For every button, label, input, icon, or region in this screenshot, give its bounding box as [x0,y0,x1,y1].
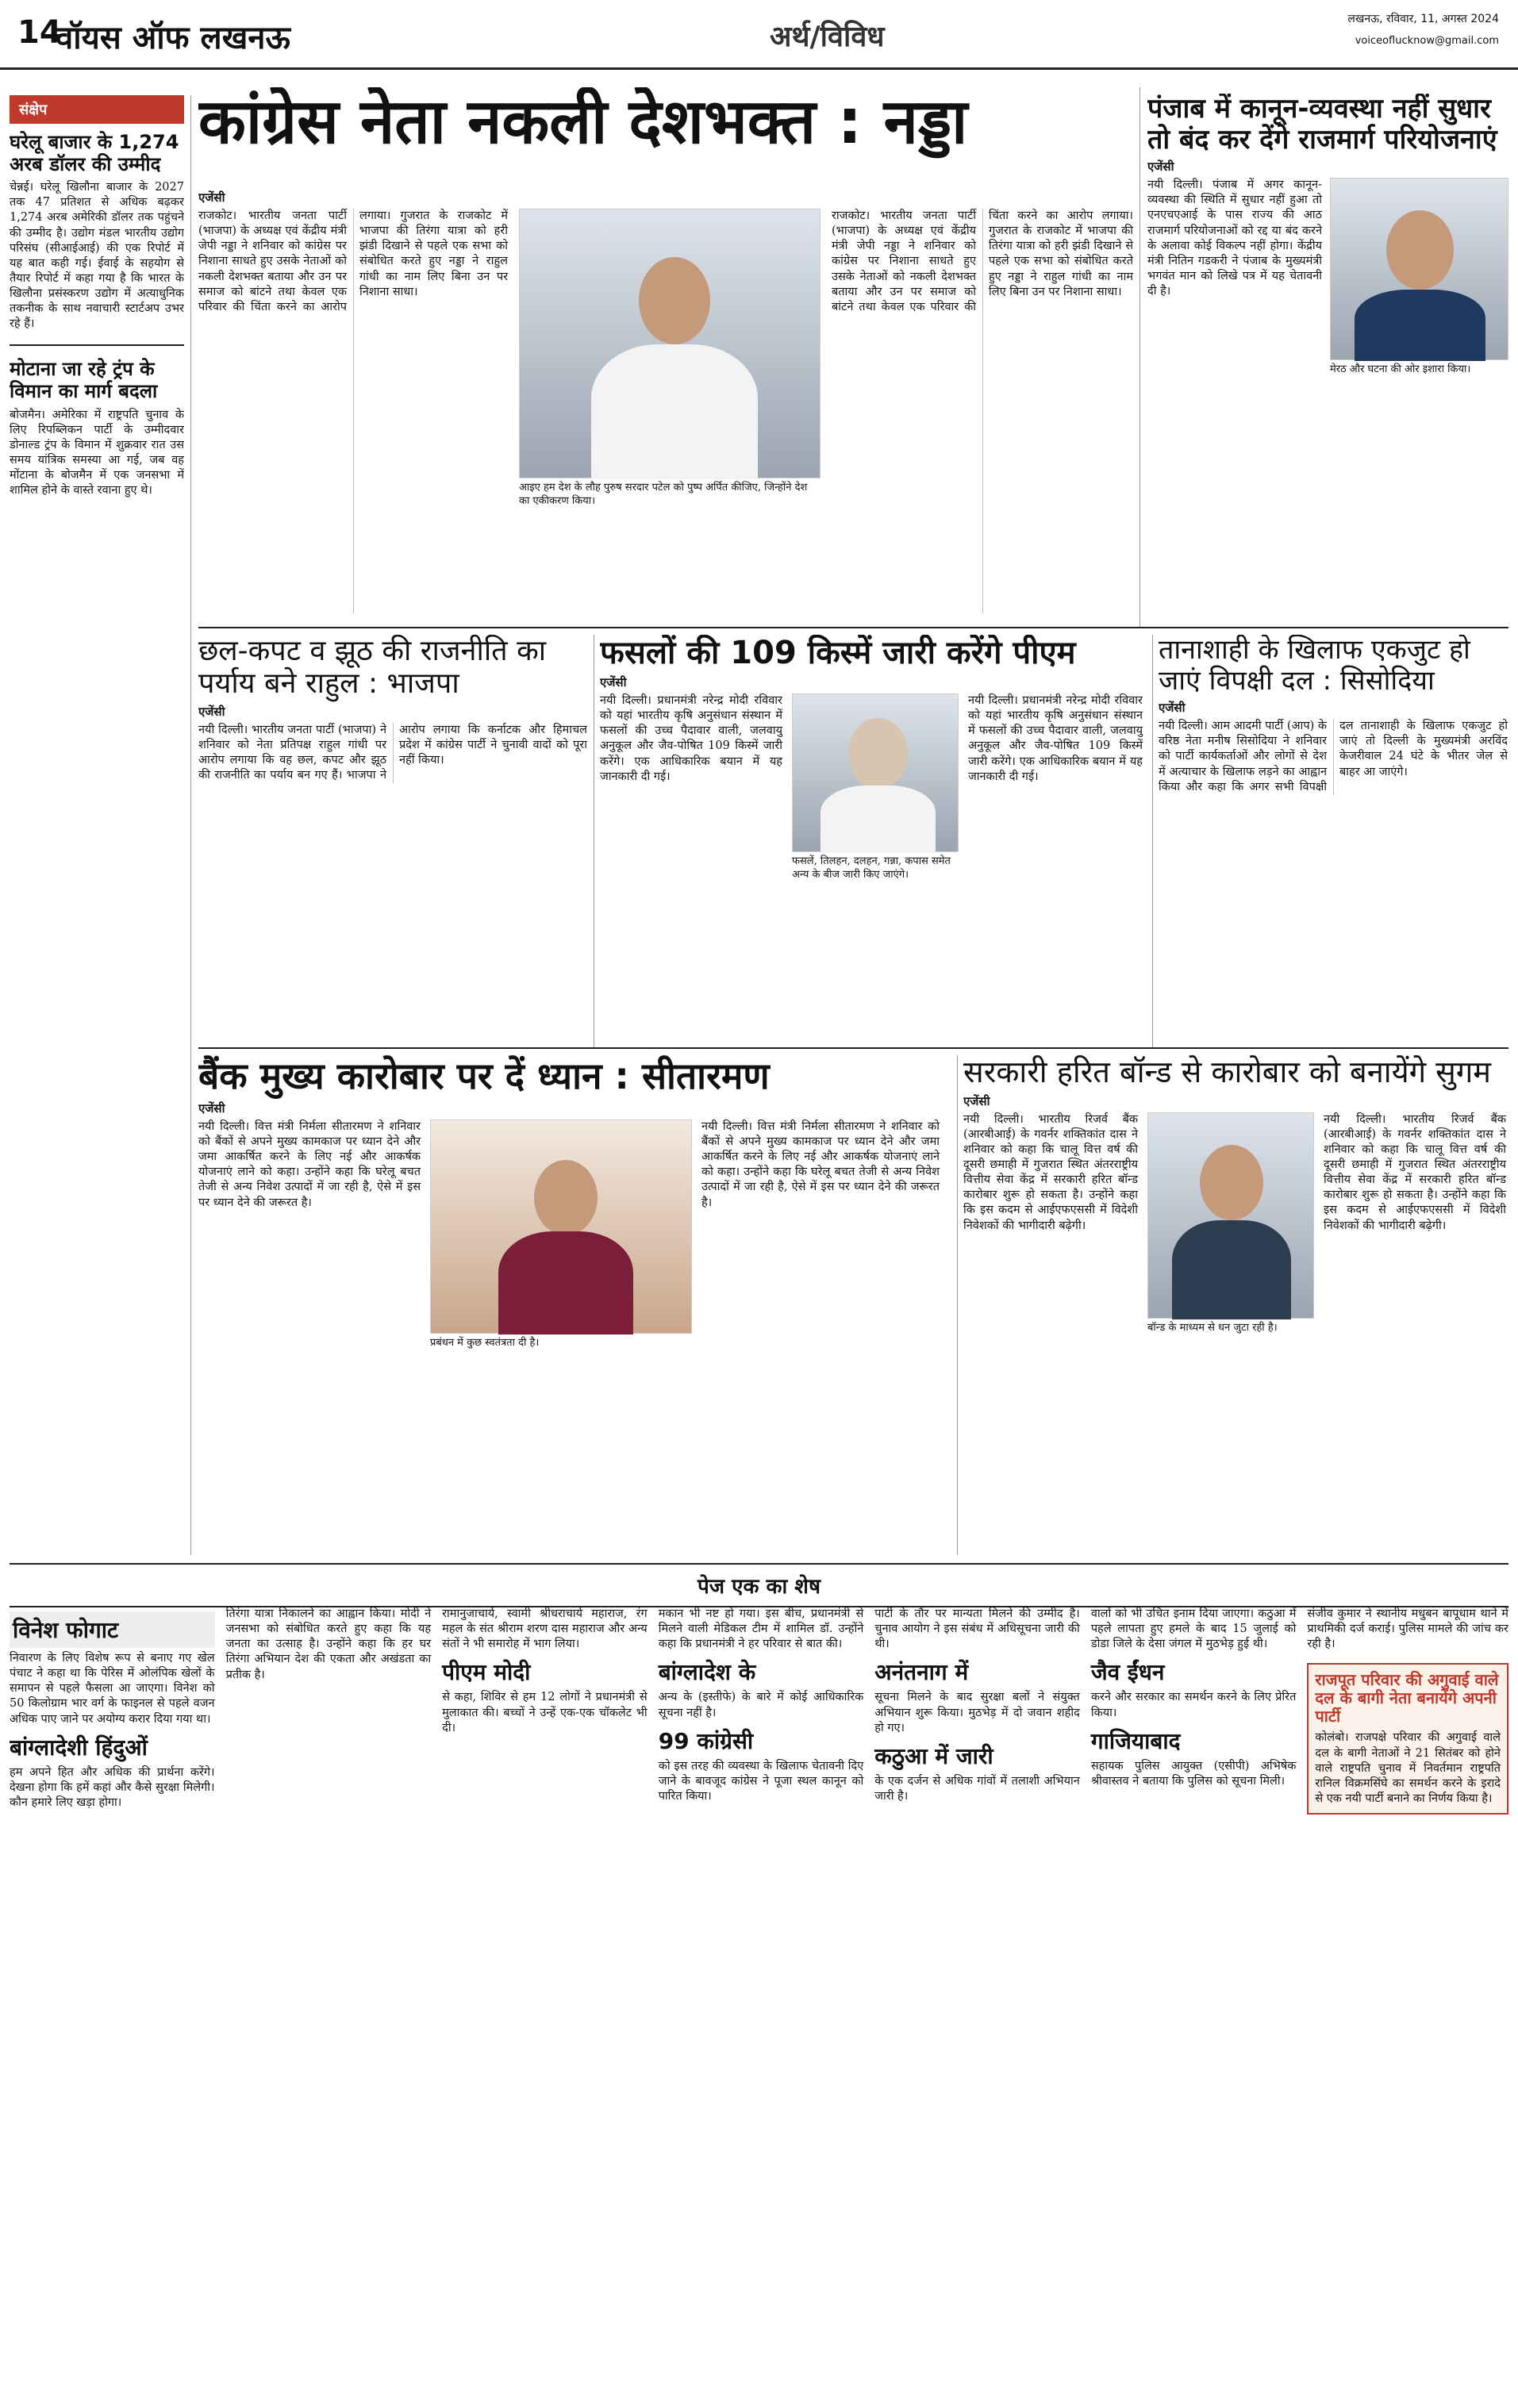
crops-byline: एजेंसी [600,675,627,689]
greenbond-byline: एजेंसी [963,1093,990,1108]
sisodia-byline: एजेंसी [1159,701,1186,716]
brief-bar: संक्षेप [10,95,184,124]
page-number: 14 [17,14,62,51]
vinesh-body: निवारण के लिए विशेष रूप से बनाए गए खेल पंचाट ने कहा था कि पेरिस में ओलंपिक खेलों के समापन से पहले फैसला आ जाएगा। विनेश को 50 किलोग्राम भार वर्ग के फाइनल से पहले वजन अधिक पाए जाने पर अयोग्य करार दिया गया था। [10,1652,215,1726]
anantnag-title: अनंतनाग में [874,1659,969,1686]
masthead [0,0,1518,70]
section-title: अर्थ/विविध [770,21,885,53]
continued-col-3 [442,1607,648,2400]
punjab-caption: मेरठ और घटना की ओर इशारा किया। [1330,363,1471,376]
pm-modi-title: पीएम मोदी [442,1659,531,1686]
sitharaman-article [198,1055,952,1555]
col2-body: तिरंगा यात्रा निकालने का आह्वान किया। मोदी ने जनसभा को संबोधित करते हुए कहा कि यह जनता का उत्साह है। उन्होंने कहा कि हर घर तिरंगा अभियान देश की एकता और अखंडता का प्रतीक है। [225,1607,432,1681]
punjab-article [1147,94,1508,625]
continued-col-6 [1091,1607,1297,2400]
col4-body: मकान भी नष्ट हो गया। इस बीच, प्रधानमंत्री से मिलने वाली मेडिकल टीम में शामिल डॉ. उन्होंने कहा कि प्रधानमंत्री ने हर परिवार से बात की। [658,1607,864,1651]
punjab-body: नयी दिल्ली। पंजाब में अगर कानून-व्यवस्था की स्थिति में सुधार नहीं हुआ तो एनएचएआई के पास राज्य की आठ राजमार्ग परियोजनाओं को रद्द या बंद करने के अलावा कोई विकल्प नहीं होगा। केंद्रीय मंत्री नितिन गडकरी ने पंजाब के मुख्यमंत्री भगवंत मान को लिखे पत्र में यह चेतावनी दी है। [1147,179,1322,298]
ghaziabad-title: गाजियाबाद [1090,1727,1181,1754]
lead-body: राजकोट। भारतीय जनता पार्टी (भाजपा) के अध्यक्ष एवं केंद्रीय मंत्री जेपी नड्डा ने शनिवार को कांग्रेस पर निशाना साधते हुए उसके नेताओं को नकली देशभक्त बताया और उन पर समाज को बांटने तथा केवल एक परिवार की चिंता करने का आरोप लगाया। गुजरात के राजकोट में भाजपा की तिरंगा यात्रा को हरी झंडी दिखाने से पहले एक सभा को संबोधित करते हुए नड्डा ने राहुल गांधी का नाम लिए बिना उन पर निशाना साधा। [198,209,508,313]
kathua-body: के एक दर्जन से अधिक गांवों में तलाशी अभियान जारी है। [874,1774,1080,1803]
bangladesh-hindu-title: बांग्लादेशी हिंदुओं [10,1734,148,1761]
rahul-article [198,635,587,1047]
pm-modi-body: से कहा, शिविर से हम 12 लोगों ने प्रधानमंत्री से मुलाकात की। बच्चों ने उन्हें एक-एक चॉकलेट भी दी। [442,1691,648,1734]
crops-article [600,635,1147,1047]
punjab-byline: एजेंसी [1147,159,1174,175]
greenbond-body: नयी दिल्ली। भारतीय रिजर्व बैंक (आरबीआई) के गवर्नर शक्तिकांत दास ने शनिवार को कहा कि चालू वित्त वर्ष की दूसरी छमाही में गुजरात स्थित अंतरराष्ट्रीय वित्तीय सेवा केंद्र में सरकारी हरित बॉन्ड कारोबार शुरू हो सकता है। उन्होंने कहा कि इस कदम से आईएफएससी में विदेशी निवेशकों की भागीदारी बढ़ेगी। [963,1112,1138,1232]
brief-column [10,95,184,1555]
trump-headline: मोटाना जा रहे ट्रंप के विमान का मार्ग बदला [10,358,158,403]
sisodia-headline: तानाशाही के खिलाफ एकजुट हो जाएं विपक्षी दल : सिसोदिया [1159,635,1470,697]
biofuel-body: करने और सरकार का समर्थन करने के लिए प्रेरित किया। [1090,1691,1297,1719]
kathua-title: कठुआ में जारी [874,1742,993,1769]
continued-col-4 [659,1607,864,2400]
continued-col-7 [1307,1607,1508,2400]
brief-body: चेन्नई। घरेलू खिलौना बाजार के 2027 तक 47 प्रतिशत से अधिक बढ़कर 1,274 अरब अमेरिकी डॉलर तक पहुंचने की उम्मीद है। उद्योग मंडल भारतीय उद्योग परिसंघ (सीआईआई) की एक रिपोर्ट में यह बात कही गई। ईवाई के सहयोग से तैयार रिपोर्ट में कहा गया है कि भारत के खिलौना प्रसंस्करण उद्योग में अत्याधुनिक तकनीक के साथ नवाचारी स्टार्टअप उभर रहे हैं। [10,181,184,331]
sitharaman-byline: एजेंसी [198,1100,225,1116]
continued-col-1 [10,1607,215,2400]
biofuel-title: जैव ईंधन [1090,1659,1165,1686]
rahul-byline: एजेंसी [198,704,225,719]
sitharaman-caption: प्रबंधन में कुछ स्वतंत्रता दी है। [430,1336,540,1349]
gadkari-photo [1330,178,1508,360]
greenbond-headline: सरकारी हरित बॉन्ड से कारोबार को बनायेंगे सुगम [963,1055,1491,1089]
lead-byline: एजेंसी [198,190,225,205]
sisodia-article [1159,635,1508,1047]
rahul-body: नयी दिल्ली। भारतीय जनता पार्टी (भाजपा) ने शनिवार को नेता प्रतिपक्ष राहुल गांधी पर आरोप लगाया कि वह छल, कपट और झूठ की राजनीति का पर्याय बन गए हैं। भाजपा ने आरोप लगाया कि कर्नाटक और हिमाचल प्रदेश में कांग्रेस पार्टी ने चुनावी वादों को पूरा नहीं किया। [198,723,587,782]
date-line: लखनऊ, रविवार, 11, अगस्त 2024 [1347,13,1499,25]
lead-caption: आइए हम देश के लौह पुरुष सरदार पटेल को पुष्प अर्पित कीजिए, जिन्होंने देश का एकीकरण किया। [519,482,808,507]
email-address: voiceoflucknow@gmail.com [1355,35,1499,47]
crops-body: नयी दिल्ली। प्रधानमंत्री नरेन्द्र मोदी रविवार को यहां भारतीय कृषि अनुसंधान संस्थान में फसलों की उच्च पैदावार वाली, जलवायु अनुकूल और जैव-पोषित 109 किस्में जारी करेंगे। एक आधिकारिक बयान में यह जानकारी दी गई। [600,694,782,783]
greenbond-body-cont: नयी दिल्ली। भारतीय रिजर्व बैंक (आरबीआई) के गवर्नर शक्तिकांत दास ने शनिवार को कहा कि चालू वित्त वर्ष की दूसरी छमाही में गुजरात स्थित अंतरराष्ट्रीय वित्तीय सेवा केंद्र में सरकारी हरित बॉन्ड कारोबार शुरू हो सकता है। उन्होंने कहा कि इस कदम से आईएफएससी में विदेशी निवेशकों की भागीदारी बढ़ेगी। [1324,1112,1506,1232]
crops-body-cont: नयी दिल्ली। प्रधानमंत्री नरेन्द्र मोदी रविवार को यहां भारतीय कृषि अनुसंधान संस्थान में फसलों की उच्च पैदावार वाली, जलवायु अनुकूल और जैव-पोषित 109 किस्में जारी करेंगे। एक आधिकारिक बयान में यह जानकारी दी गई। [968,694,1143,783]
modi-photo [792,693,959,852]
continued-header: पेज एक का शेष [10,1563,1508,1607]
bangladesh-body: अन्य के (इस्तीफे) के बारे में कोई आधिकारिक सूचना नहीं है। [658,1691,864,1719]
congress-99-body: को इस तरह की व्यवस्था के खिलाफ चेतावनी दिए जाने के बावजूद कांग्रेस ने पूजा स्थल कानून को पारित किया। [658,1759,864,1803]
continued-columns [10,1607,1508,2400]
congress-99-title: 99 कांग्रेसी [658,1727,754,1754]
lead-headline: कांग्रेस नेता नकली देशभक्त : नड्डा [198,87,968,158]
ghaziabad-body: सहायक पुलिस आयुक्त (एसीपी) अभिषेक श्रीवास्तव ने बताया कि पुलिस को सूचना मिली। [1090,1759,1297,1788]
crops-caption: फसलें, तिलहन, दलहन, गन्ना, कपास समेत अन्य के बीज जारी किए जाएंगे। [792,855,951,881]
col5-body: पार्टी के तौर पर मान्यता मिलने की उम्मीद है। चुनाव आयोग ने इस संबंध में अधिसूचना जारी की थी। [874,1607,1080,1651]
rajapaksa-body: कोलंबो। राजपक्षे परिवार की अगुवाई वाले दल के बागी नेताओं ने 21 सितंबर को होने वाले राष्ट्रपति चुनाव में निवर्तमान राष्ट्रपति रानिल विक्रमसिंघे का समर्थन करने के इरादे से एक नयी पार्टी बनाने का निर्णय किया है। [1315,1731,1501,1805]
rajapaksa-box [1307,1663,1508,1815]
sisodia-body: नयी दिल्ली। आम आदमी पार्टी (आप) के वरिष्ठ नेता मनीष सिसोदिया ने शनिवार को पार्टी कार्यकर्ताओं और लोगों से देश में अत्याचार के खिलाफ लड़ने का आह्वान किया और कहा कि अगर सभी विपक्षी दल तानाशाही के खिलाफ एकजुट हो जाएं तो दिल्ली के मुख्यमंत्री अरविंद केजरीवाल 24 घंटे के भीतर जेल से बाहर आ जाएंगे। [1159,720,1508,793]
bangladesh-hindu-body: हम अपने हित और अधिक की प्रार्थना करेंगे। देखना होगा कि हमें कहां और कैसे सुरक्षा मिलेगी। कौन हमारे लिए खड़ा होगा। [10,1765,215,1809]
nadda-photo [519,209,820,478]
anantnag-body: सूचना मिलने के बाद सुरक्षा बलों ने संयुक्त अभियान शुरू किया। मुठभेड़ में दो जवान शहीद हो गए। [874,1691,1080,1734]
vinesh-title: विनेश फोगाट [10,1611,215,1648]
rahul-headline: छल-कपट व झूठ की राजनीति का पर्याय बने राहुल : भाजपा [198,635,547,701]
col3-body: रामानुजाचार्य, स्वामी श्रीधराचार्य महाराज, रंग महल के संत श्रीराम शरण दास महाराज और अन्य संतों ने भी समारोह में भाग लिया। [442,1607,648,1651]
lead-article [198,186,1135,615]
sitharaman-body-cont: नयी दिल्ली। वित्त मंत्री निर्मला सीतारमण ने शनिवार को बैंकों से अपने मुख्य कामकाज पर ध्यान देने और जमा आकर्षित करने के लिए नई और आकर्षक योजनाएं लाने को कहा। उन्होंने कहा कि घरेलू बचत तेजी से अन्य निवेश उत्पादों में जा रही है, ऐसे में इस पर ध्यान देने की जरूरत है। [701,1120,940,1209]
lead-body-cont: राजकोट। भारतीय जनता पार्टी (भाजपा) के अध्यक्ष एवं केंद्रीय मंत्री जेपी नड्डा ने शनिवार को कांग्रेस पर निशाना साधते हुए उसके नेताओं को नकली देशभक्त बताया और उन पर समाज को बांटने तथा केवल एक परिवार की चिंता करने का आरोप लगाया। गुजरात के राजकोट में भाजपा की तिरंगा यात्रा को हरी झंडी दिखाने से पहले एक सभा को संबोधित करते हुए नड्डा ने राहुल गांधी का नाम लिए बिना उन पर निशाना साधा। [832,209,1133,313]
continued-col-2 [226,1607,432,2400]
col6-body: वालों को भी उचित इनाम दिया जाएगा। कठुआ में पहले लापता हुए हमले के बाद 15 जुलाई को डोडा जिले के देसा जंगल में मुठभेड़ हुई थी। [1090,1607,1297,1651]
crops-headline: फसलों की 109 किस्में जारी करेंगे पीएम [600,635,1076,671]
sitharaman-headline: बैंक मुख्य कारोबार पर दें ध्यान : सीतारमण [198,1055,770,1097]
das-photo [1147,1112,1314,1319]
sitharaman-photo [430,1120,692,1334]
lead-headline-block [198,87,1135,182]
punjab-headline: पंजाब में कानून-व्यवस्था नहीं सुधार तो बंद कर देंगे राजमार्ग परियोजनाएं [1147,94,1497,156]
trump-body: बोजमैन। अमेरिका में राष्ट्रपति चुनाव के लिए रिपब्लिकन पार्टी के उम्मीदवार डोनाल्ड ट्रंप के विमान में शुक्रवार रात उस समय यांत्रिक समस्या आ गई, जब वह मोंटाना के बोजमैन में एक जनसभा में शामिल होने के वास्ते रवाना हुए थे। [10,408,184,497]
bangladesh-title: बांग्लादेश के [658,1659,756,1686]
brief-headline: घरेलू बाजार के 1,274 अरब डॉलर की उम्मीद [10,131,179,175]
col7-body: संजीव कुमार ने स्थानीय मधुबन बापूधाम थाने में प्राथमिकी दर्ज कराई। पुलिस मामले की जांच कर रही है। [1307,1607,1508,1651]
sitharaman-body: नयी दिल्ली। वित्त मंत्री निर्मला सीतारमण ने शनिवार को बैंकों से अपने मुख्य कामकाज पर ध्यान देने और जमा आकर्षित करने के लिए नई और आकर्षक योजनाएं लाने को कहा। उन्होंने कहा कि घरेलू बचत तेजी से अन्य निवेश उत्पादों में जा रही है, ऐसे में इस पर ध्यान देने की जरूरत है। [198,1120,421,1209]
continued-col-5 [874,1607,1080,2400]
paper-name: वॉयस ऑफ लखनऊ [56,20,290,56]
greenbond-article [963,1055,1511,1555]
rajapaksa-title: राजपूत परिवार की अगुवाई वाले दल के बागी नेता बनायेंगे अपनी पार्टी [1315,1670,1499,1726]
greenbond-caption: बॉन्ड के माध्यम से धन जुटा रही है। [1147,1321,1278,1334]
